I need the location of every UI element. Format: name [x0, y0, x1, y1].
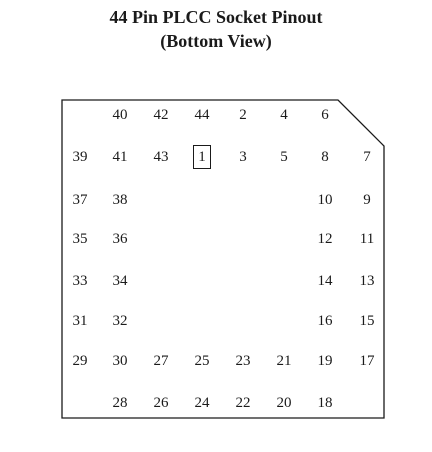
pin-label: 11 [359, 231, 375, 247]
pin-label: 28 [112, 395, 128, 411]
pin-label: 31 [72, 313, 88, 329]
pin-label: 13 [359, 273, 375, 289]
pin-label: 22 [235, 395, 251, 411]
pin-label: 36 [112, 231, 128, 247]
pin-label: 24 [194, 395, 210, 411]
pin-label: 8 [321, 149, 329, 165]
pin-label: 27 [153, 353, 169, 369]
pin-label: 2 [239, 107, 247, 123]
pin-label: 14 [317, 273, 333, 289]
pin-label: 5 [280, 149, 288, 165]
pin-label: 30 [112, 353, 128, 369]
pin-1-marker: 1 [193, 145, 211, 169]
pin-label: 9 [363, 192, 371, 208]
pin-label: 44 [194, 107, 210, 123]
pin-label: 15 [359, 313, 375, 329]
pin-label: 41 [112, 149, 128, 165]
diagram-title: 44 Pin PLCC Socket Pinout [109, 7, 323, 27]
pin-label: 40 [112, 107, 128, 123]
pin-label: 32 [112, 313, 128, 329]
pin-label: 35 [72, 231, 88, 247]
pin-label: 42 [153, 107, 169, 123]
pin-label: 25 [194, 353, 210, 369]
pin-label: 19 [317, 353, 333, 369]
pin-label: 10 [317, 192, 333, 208]
diagram-subtitle: (Bottom View) [160, 31, 272, 51]
pin-label: 38 [112, 192, 128, 208]
pin-label: 20 [276, 395, 292, 411]
pin-label: 34 [112, 273, 128, 289]
pin-label: 6 [321, 107, 329, 123]
pin-label: 18 [317, 395, 333, 411]
pin-label: 33 [72, 273, 88, 289]
pin-label: 37 [72, 192, 88, 208]
pin-label: 39 [72, 149, 88, 165]
pin-label: 21 [276, 353, 292, 369]
pin-label: 23 [235, 353, 251, 369]
pin-label: 4 [280, 107, 288, 123]
pin-label: 3 [239, 149, 247, 165]
pin-label: 29 [72, 353, 88, 369]
pin-label: 12 [317, 231, 333, 247]
pin-label: 26 [153, 395, 169, 411]
pin-label: 7 [363, 149, 371, 165]
pin-label: 16 [317, 313, 333, 329]
pin-label: 17 [359, 353, 375, 369]
pin-label: 43 [153, 149, 169, 165]
